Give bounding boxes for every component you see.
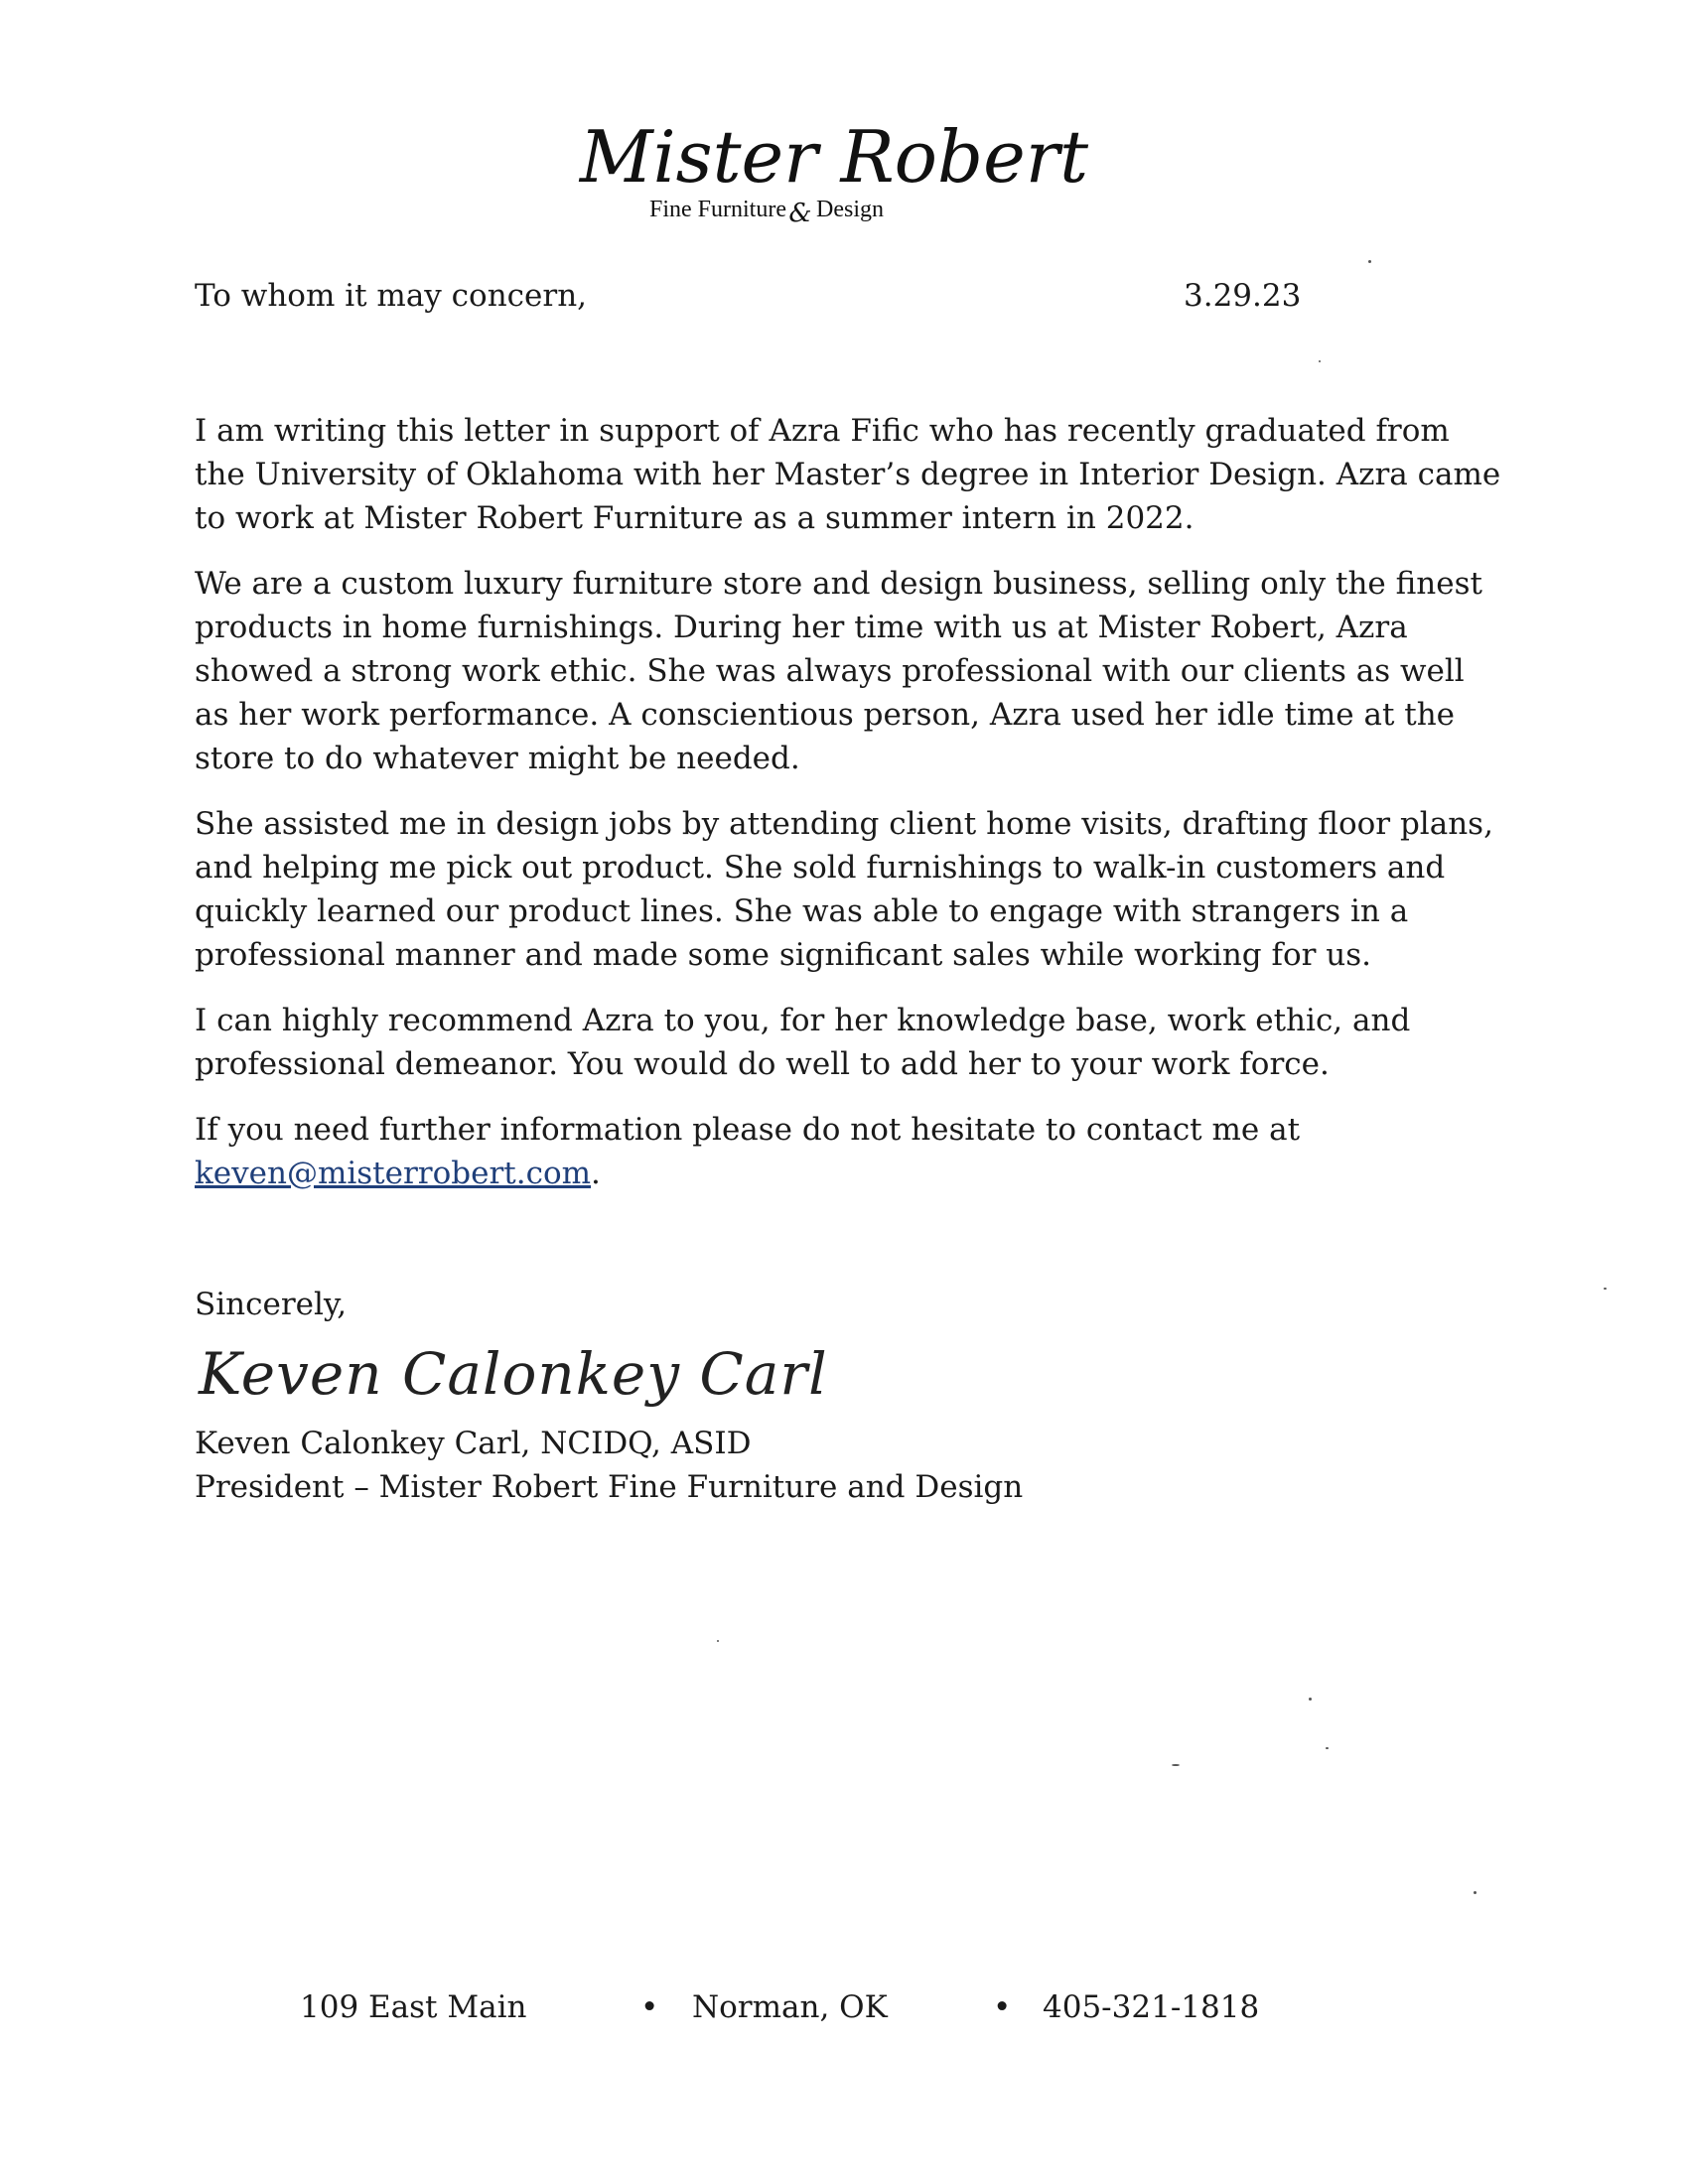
handwritten-signature (189, 1312, 828, 1432)
scan-speck (1309, 1698, 1312, 1701)
contact-period: . (591, 1156, 601, 1191)
contact-text: If you need further information please do not hesitate to contact me at (195, 1112, 1301, 1148)
signer-block (195, 1422, 1023, 1509)
scan-speck (1474, 1891, 1477, 1894)
footer-bullet-1: • (640, 1989, 659, 2025)
paragraph-1: I am writing this letter in support of Azra Fific who has recently graduated from the University of Oklahoma with her Master’s degree in Interior Design. Azra came to work at Mister Robert Furniture as a summer intern in 2022. (195, 413, 1501, 536)
letterhead-tagline-left: Fine Furniture (649, 197, 786, 222)
footer-phone: 405-321-1818 (1043, 1989, 1260, 2025)
scan-speck (717, 1640, 719, 1642)
letterhead-logo (556, 94, 1112, 243)
salutation-date-line (195, 278, 1307, 318)
scan-speck (1368, 260, 1371, 263)
paragraph-4: I can highly recommend Azra to you, for her knowledge base, work ethic, and professional demeanor. You would do well to add her to your work force. (195, 1003, 1411, 1082)
letterhead-ampersand: & (788, 199, 812, 228)
contact-email-link[interactable]: keven@misterrobert.com (195, 1156, 592, 1191)
letter-date: 3.29.23 (1184, 278, 1302, 314)
footer-address: 109 East Main (300, 1989, 527, 2025)
paragraph-3: She assisted me in design jobs by attending client home visits, drafting floor plans, and helping me pick out product. She sold furnishings to walk-in customers and quickly learned our product lines. She was able to engage with strangers in a professional manner and made some significant sales while working for us. (195, 806, 1493, 973)
closing: Sincerely, (195, 1287, 348, 1322)
svg-text:Keven Calonkey Carl: Keven Calonkey Carl (199, 1340, 828, 1408)
scan-speck (1604, 1288, 1607, 1290)
letter-body (195, 409, 1505, 1217)
footer (0, 1989, 1688, 2039)
scan-speck (1319, 360, 1321, 362)
scan-speck (1326, 1747, 1329, 1749)
footer-bullet-2: • (993, 1989, 1012, 2025)
paragraph-5 (195, 1108, 1505, 1195)
letterhead-name: Mister Robert (579, 115, 1089, 199)
scan-speck (1172, 1764, 1180, 1766)
signer-title: President – Mister Robert Fine Furniture and Design (195, 1469, 1024, 1505)
signer-name: Keven Calonkey Carl, NCIDQ, ASID (195, 1426, 752, 1461)
salutation: To whom it may concern, (195, 278, 588, 314)
letterhead-tagline-right: Design (816, 197, 884, 222)
footer-city: Norman, OK (692, 1989, 888, 2025)
paragraph-2: We are a custom luxury furniture store and design business, selling only the finest products in home furnishings. During her time with us at Mister Robert, Azra showed a strong work ethic. She was always professional with our clients as well as her work performance. A conscientious person, Azra used her idle time at the store to do whatever might be needed. (195, 566, 1482, 776)
